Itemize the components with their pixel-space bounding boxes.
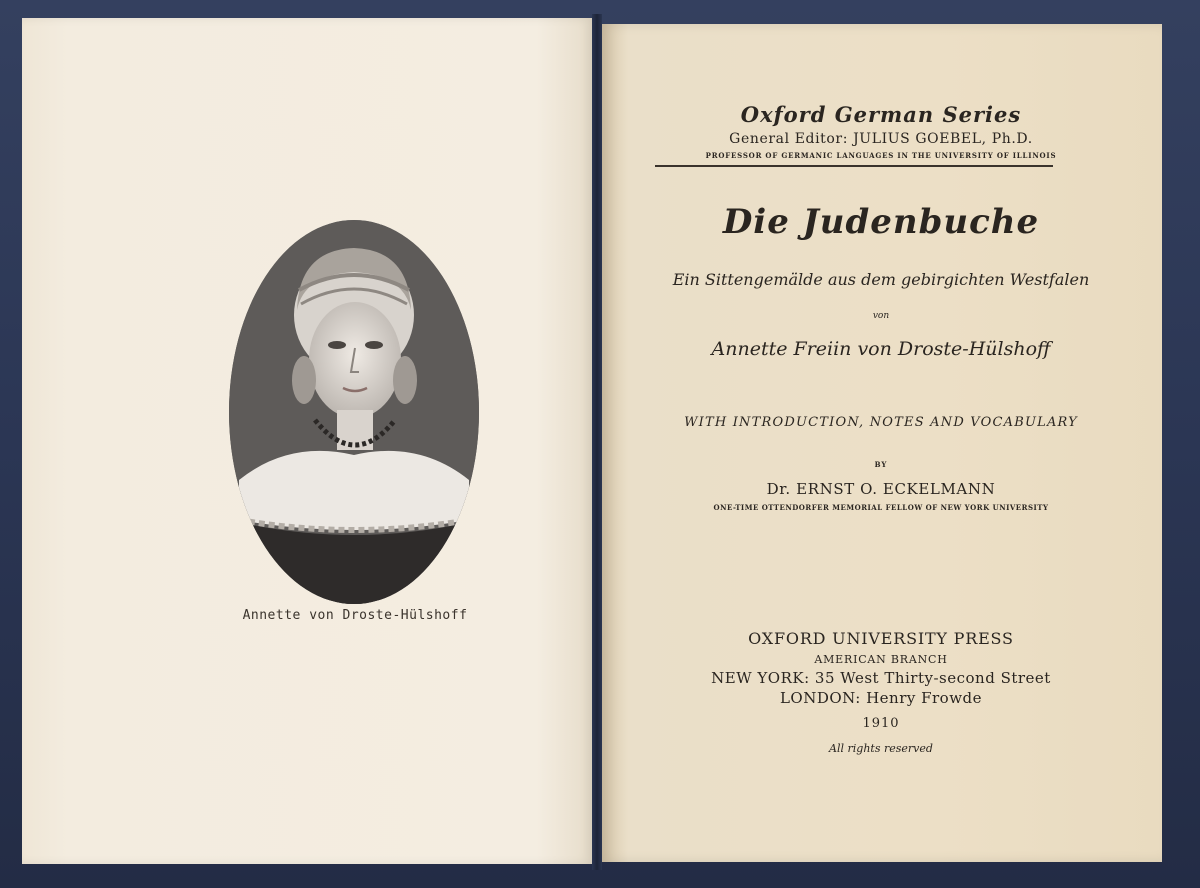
book-title: Die Judenbuche — [722, 202, 1040, 242]
publisher: OXFORD UNIVERSITY PRESS — [748, 629, 1014, 648]
right-page — [600, 24, 1162, 862]
book-subtitle: Ein Sittengemälde aus dem gebirgichten Westfalen — [672, 270, 1090, 289]
header-rule — [655, 165, 1053, 167]
general-editor: General Editor: JULIUS GOEBEL, Ph.D. — [729, 131, 1033, 147]
publisher-branch: AMERICAN BRANCH — [814, 653, 948, 666]
author-name: Annette Freiin von Droste-Hülshoff — [711, 338, 1051, 360]
new-york-address: NEW YORK: 35 West Thirty-second Street — [711, 669, 1051, 687]
portrait-caption: Annette von Droste-Hülshoff — [242, 608, 468, 623]
portrait-image — [229, 220, 479, 604]
london-address: LONDON: Henry Frowde — [779, 689, 983, 707]
rights-notice: All rights reserved — [829, 742, 933, 755]
editor-affiliation: PROFESSOR OF GERMANIC LANGUAGES IN THE UNIVERSITY OF ILLINOIS — [705, 151, 1057, 160]
portrait-oval — [229, 220, 479, 604]
editor-fellowship: ONE-TIME OTTENDORFER MEMORIAL FELLOW OF NEW YORK UNIVERSITY — [713, 503, 1049, 512]
edition-note: WITH INTRODUCTION, NOTES AND VOCABULARY — [684, 415, 1078, 430]
series-title: Oxford German Series — [740, 102, 1022, 127]
edition-editor: Dr. ERNST O. ECKELMANN — [766, 480, 996, 498]
publication-year: 1910 — [862, 716, 900, 731]
by-text: BY — [874, 460, 888, 469]
von-text: von — [872, 311, 890, 321]
